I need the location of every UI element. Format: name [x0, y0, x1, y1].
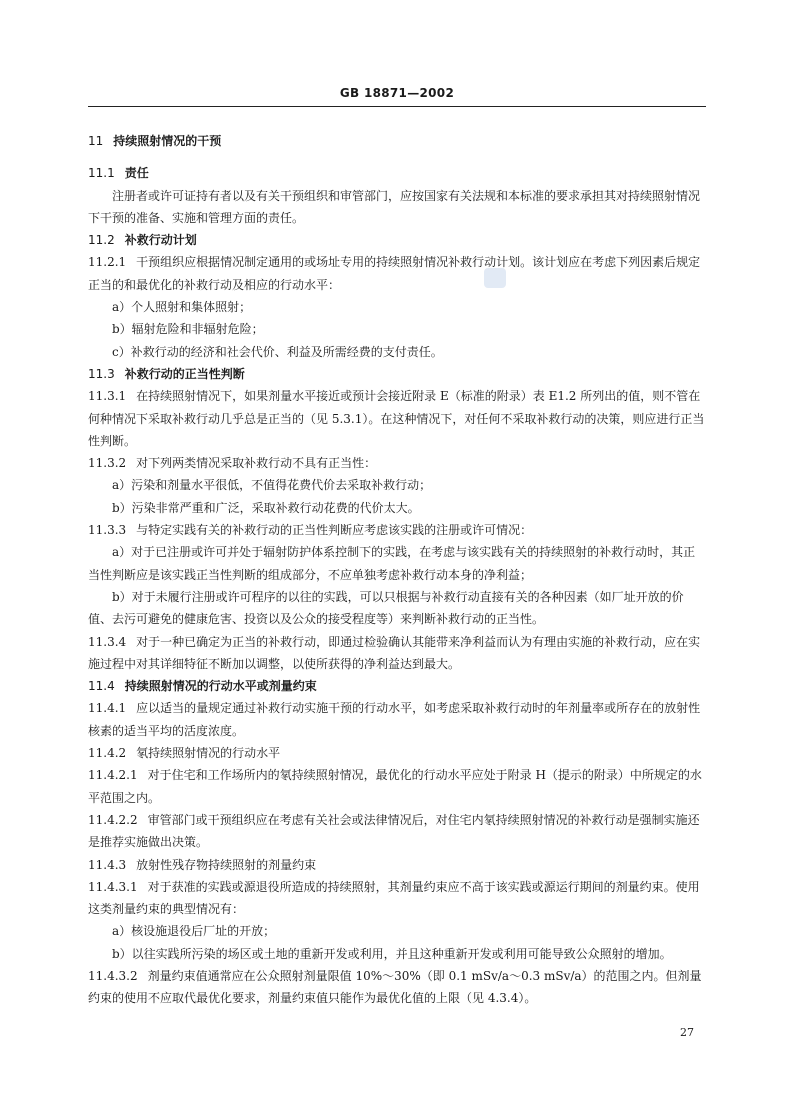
list-item: c）补救行动的经济和社会代价、利益及所需经费的支付责任。 — [112, 344, 443, 359]
list-item: b）辐射危险和非辐射危险； — [112, 322, 264, 337]
clause: 11.4.2.1 对于住宅和工作场所内的氡持续照射情况，最优化的行动水平应处于附录 H（提示的附录）中所规定的水平范围之内。 — [88, 768, 702, 805]
clause: 11.4.3.2 剂量约束值通常应在公众照射剂量限值 10%～30%（即 0.1 mSv/a～0.3 mSv/a）的范围之内。但剂量约束的使用不应取代最优化要求，剂量约束值只能作为最优化值的上限（见 4.3.4）。 — [88, 968, 702, 1006]
list-item: a）核设施退役后厂址的开放； — [112, 924, 276, 939]
list-item: a）污染和剂量水平很低，不值得花费代价去采取补救行动； — [112, 478, 432, 493]
paragraph: a）对于已注册或许可并处于辐射防护体系控制下的实践，在考虑与该实践有关的持续照射的补救行动时，其正当性判断应是该实践正当性判断的组成部分，不应单独考虑补救行动本身的净利益； — [88, 545, 696, 582]
paragraph: b）以往实践所污染的场区或土地的重新开发或利用，并且这种重新开发或利用可能导致公众照射的增加。 — [112, 946, 672, 961]
subsection-heading: 11.1 责任 — [88, 166, 149, 181]
paragraph: 注册者或许可证持有者以及有关干预组织和审管部门，应按国家有关法规和本标准的要求承担其对持续照射情况下干预的准备、实施和管理方面的责任。 — [88, 188, 701, 225]
header-rule — [88, 106, 706, 107]
subsection-heading: 11.3 补救行动的正当性判断 — [88, 366, 245, 381]
clause: 11.3.2 对下列两类情况采取补救行动不具有正当性： — [88, 456, 377, 471]
clause: 11.4.1 应以适当的量规定通过补救行动实施干预的行动水平，如考虑采取补救行动时的年剂量率或所存在的放射性核素的适当平均的活度浓度。 — [88, 701, 701, 738]
clause: 11.3.1 在持续照射情况下，如果剂量水平接近或预计会接近附录 E（标准的附录）表 E1.2 所列出的值，则不管在何种情况下采取补救行动几乎总是正当的（见 5.3.1）。在这种情况下，对任何不采取补救行动的决策，则应进行正当性判断。 — [88, 389, 705, 448]
document-header: GB 18871—2002 — [339, 86, 455, 100]
subsection-heading: 11.2 补救行动计划 — [88, 233, 197, 248]
clause: 11.4.3.1 对于获准的实践或源退役所造成的持续照射，其剂量约束应不高于该实践或源运行期间的剂量约束。使用这类剂量约束的典型情况有： — [88, 879, 700, 917]
section-heading: 11 持续照射情况的干预 — [88, 134, 222, 148]
clause: 11.4.2 氡持续照射情况的行动水平 — [88, 746, 281, 761]
clause: 11.4.3 放射性残存物持续照射的剂量约束 — [88, 857, 317, 872]
document-body — [88, 130, 706, 1010]
clause: 11.2.1 干预组织应根据情况制定通用的或场址专用的持续照射情况补救行动计划。该计划应在考虑下列因素后规定正当的和最优化的补救行动及相应的行动水平： — [88, 255, 701, 292]
clause: 11.3.4 对于一种已确定为正当的补救行动，即通过检验确认其能带来净利益而认为有理由实施的补救行动，应在实施过程中对其详细特征不断加以调整，以使所获得的净利益达到最大。 — [88, 634, 701, 671]
list-item: b）污染非常严重和广泛，采取补救行动花费的代价太大。 — [112, 500, 420, 515]
page-number: 27 — [680, 1026, 694, 1039]
list-item: a）个人照射和集体照射； — [112, 300, 252, 315]
subsection-heading: 11.4 持续照射情况的行动水平或剂量约束 — [88, 679, 317, 694]
paragraph: b）对于未履行注册或许可程序的以往的实践，可以只根据与补救行动直接有关的各种因素（如厂址开放的价值、去污可避免的健康危害、投资以及公众的接受程度等）来判断补救行动的正当性。 — [88, 589, 684, 627]
clause: 11.3.3 与特定实践有关的补救行动的正当性判断应考虑该实践的注册或许可情况： — [88, 523, 533, 538]
clause: 11.4.2.2 审管部门或干预组织应在考虑有关社会或法律情况后，对住宅内氡持续照射情况的补救行动是强制实施还是推荐实施做出决策。 — [88, 812, 700, 850]
